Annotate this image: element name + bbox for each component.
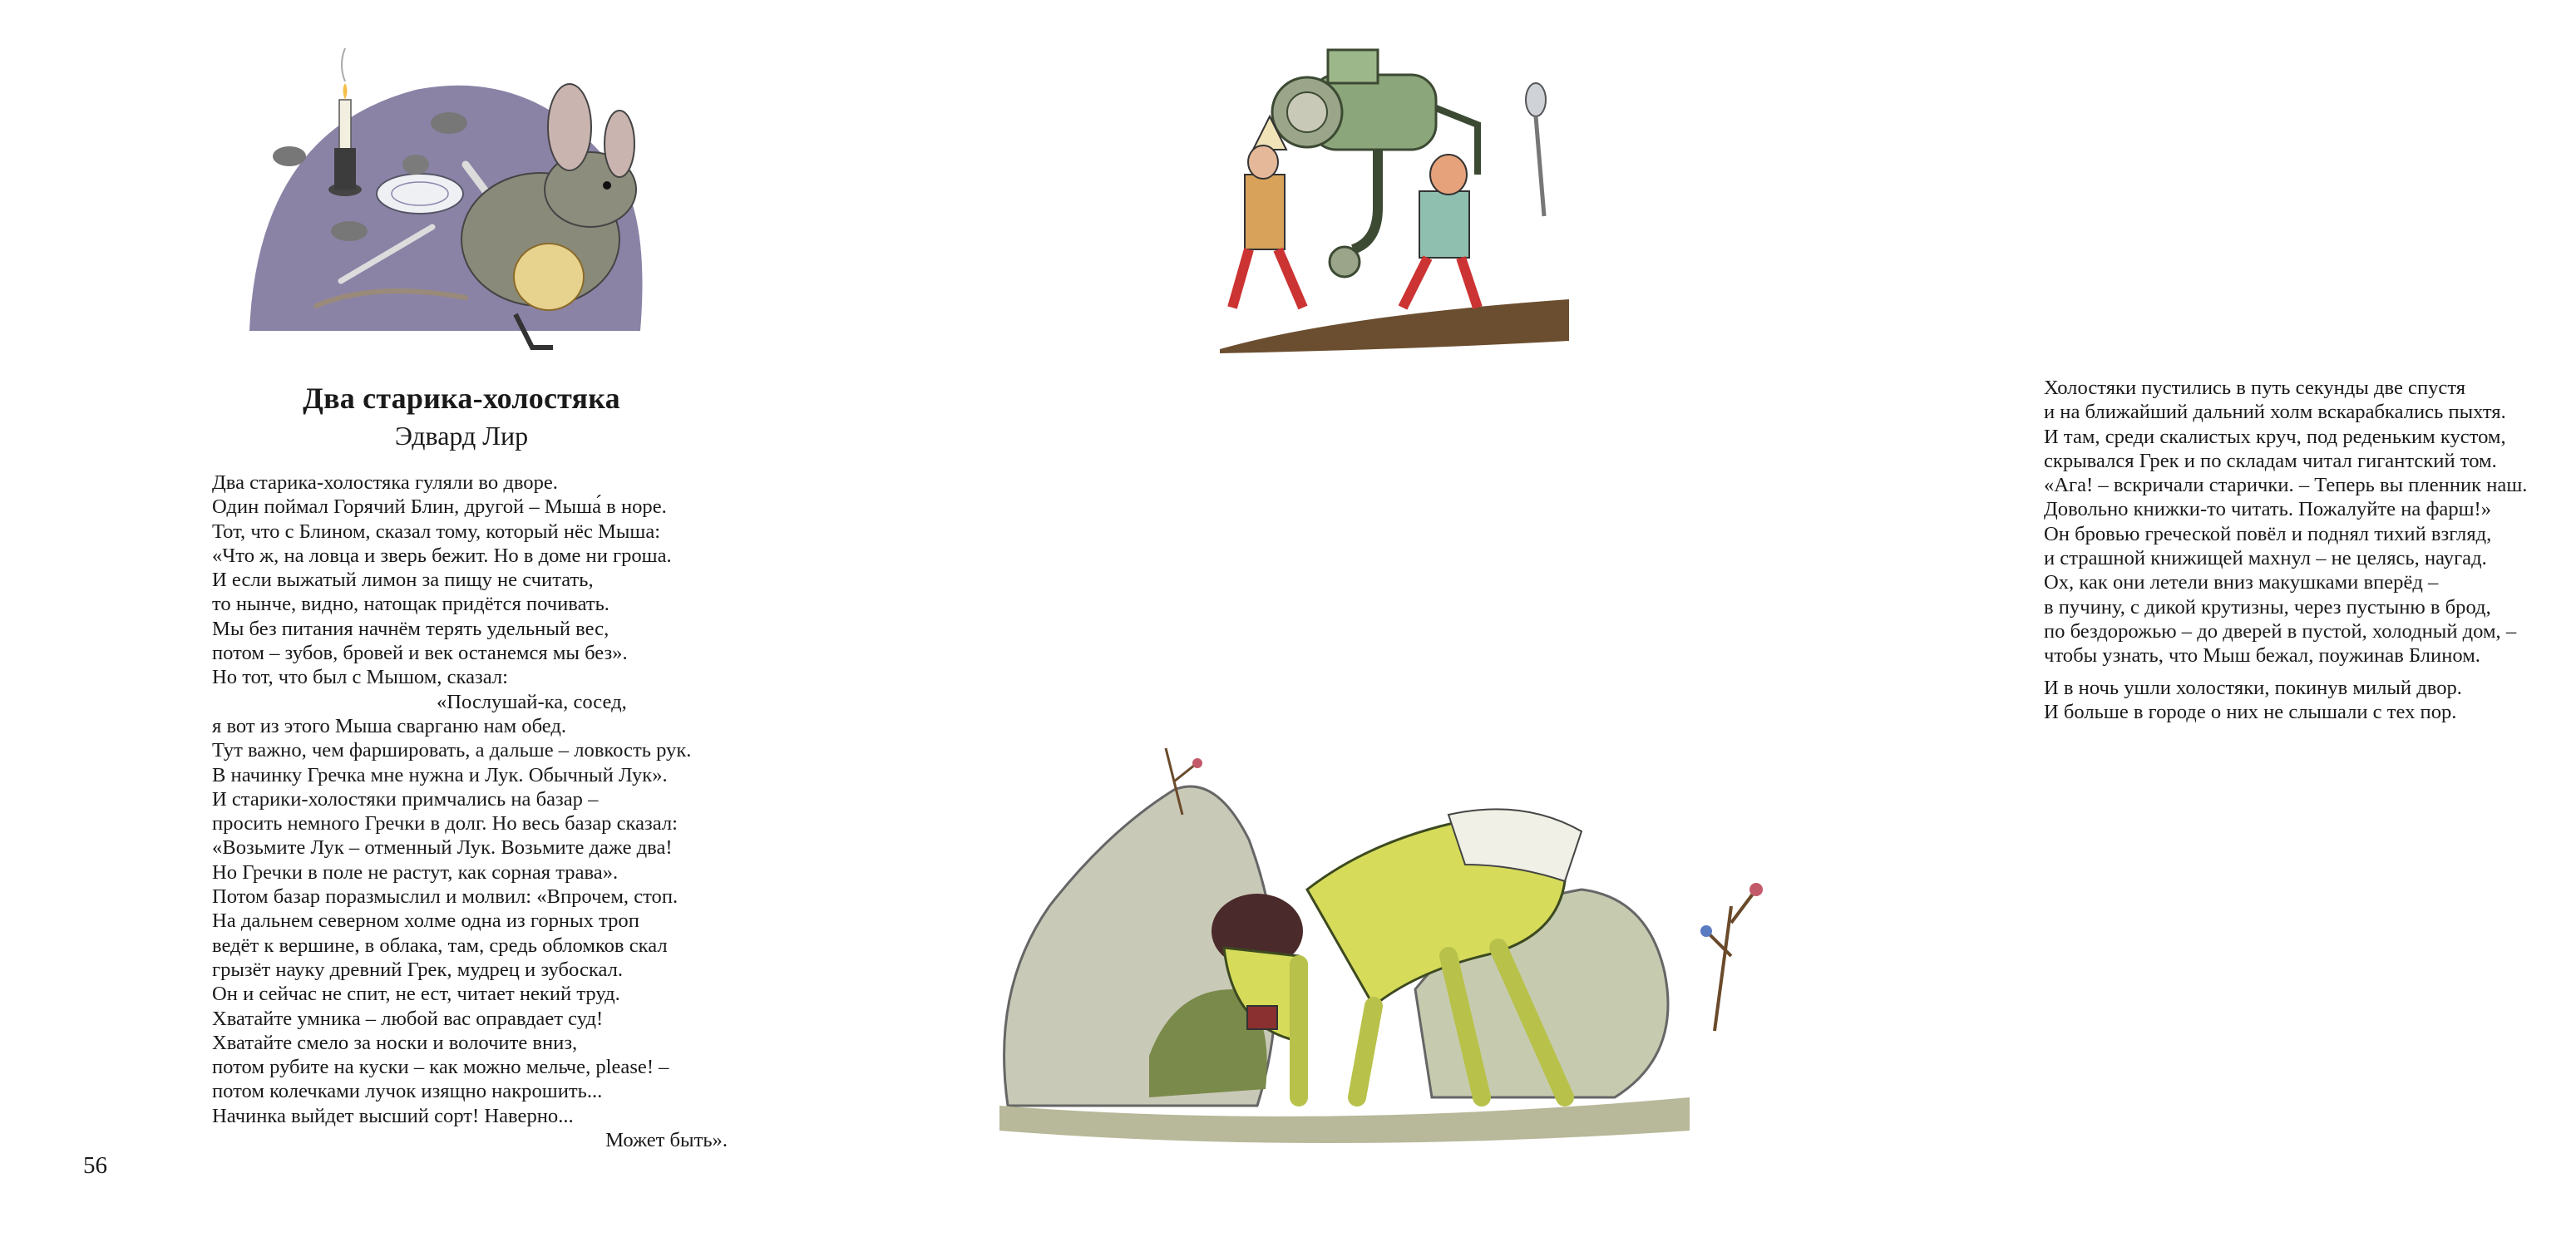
grinder-illustration [1212, 42, 1577, 357]
greek-illustration [983, 740, 1814, 1172]
poem-line: ведёт к вершине, в облака, там, средь обломков скал [212, 934, 668, 957]
poem-line: то нынче, видно, натощак придётся почивать. [212, 593, 609, 616]
poem-line: Мы без питания начнём терять удельный вес, [212, 617, 609, 640]
left-page [0, 0, 925, 1247]
poem-line: потом – зубов, бровей и век останемся мы без». [212, 642, 628, 665]
poem-line: и на ближайший дальний холм вскарабкались пыхтя. [2044, 401, 2506, 424]
poem-line: Он бровью греческой повёл и поднял тихий взгляд, [2044, 522, 2492, 545]
poem-line: в пучину, с дикой крутизны, через пустыню в брод, [2044, 595, 2491, 619]
poem-line: И в ночь ушли холостяки, покинув милый двор. [2044, 676, 2462, 699]
poem-line: и страшной книжищей махнул – не целясь, наугад. [2044, 547, 2487, 570]
poem-line: Хватайте смело за носки и волочите вниз, [212, 1031, 578, 1054]
poem-line: И там, среди скалистых круч, под реденьким кустом, [2044, 425, 2506, 448]
poem-line: грызёт науку древний Грек, мудрец и зубоскал. [212, 958, 623, 981]
poem-line: скрывался Грек и по складам читал гигантский том. [2044, 449, 2497, 472]
poem-line: Может быть». [605, 1129, 728, 1152]
page-number: 56 [83, 1152, 107, 1179]
poem-line: Потом базар поразмыслил и молвил: «Впрочем, стоп. [212, 885, 679, 909]
poem-right-column [2044, 376, 2576, 724]
poem-line: Тот, что с Блином, сказал тому, который нёс Мыша: [212, 520, 661, 543]
poem-line: «Ага! – вскричали старички. – Теперь вы пленник наш. [2044, 474, 2528, 497]
poem-line: Но Гречки в поле не растут, как сорная трава». [212, 860, 619, 884]
poem-line: Он и сейчас не спит, не ест, читает некий труд. [212, 983, 620, 1006]
poem-line: Но тот, что был с Мышом, сказал: [212, 666, 508, 689]
poem-title: Два старика-холостяка [303, 382, 620, 415]
mouse-illustration [241, 40, 657, 397]
poem-line: В начинку Гречка мне нужна и Лук. Обычный Лук». [212, 763, 668, 786]
poem-line: «Послушай-ка, сосед, [437, 690, 627, 713]
poem-line: Хватайте умника – любой вас оправдает суд! [212, 1007, 604, 1030]
poem-line: Ох, как они летели вниз макушками вперёд – [2044, 571, 2439, 594]
poem-author: Эдвард Лир [394, 421, 529, 451]
poem-line: И старики-холостяки примчались на базар – [212, 787, 599, 811]
poem-line: Начинка выйдет высший сорт! Наверно... [212, 1104, 574, 1127]
poem-line: Два старика-холостяка гуляли во дворе. [212, 471, 558, 494]
poem-line: Тут важно, чем фаршировать, а дальше – ловкость рук. [212, 739, 692, 762]
poem-line: я вот из этого Мыша сварганю нам обед. [212, 714, 567, 737]
poem-line: просить немного Гречки в долг. Но весь базар сказал: [212, 812, 678, 835]
poem-line: Довольно книжки-то читать. Пожалуйте на фарш!» [2044, 498, 2492, 521]
poem-line: На дальнем северном холме одна из горных троп [212, 909, 639, 933]
poem-line: потом колечками лучок изящно накрошить... [212, 1080, 603, 1103]
poem-line: по бездорожью – до дверей в пустой, холодный дом, – [2044, 619, 2517, 643]
poem-line: «Возьмите Лук – отменный Лук. Возьмите даже два! [212, 836, 673, 860]
poem-line: потом рубите на куски – как можно мельче, please! – [212, 1056, 669, 1079]
poem-line: «Что ж, на ловца и зверь бежит. Но в доме ни гроша. [212, 544, 672, 567]
poem-line: Холостяки пустились в путь секунды две спустя [2044, 377, 2466, 399]
poem-line: чтобы узнать, что Мыш бежал, поужинав Блином. [2044, 644, 2480, 668]
poem-line: Один поймал Горячий Блин, другой – Мыша́ в норе. [212, 495, 667, 519]
poem-line: И если выжатый лимон за пищу не считать, [212, 569, 594, 592]
poem-line: И больше в городе о них не слышали с тех пор. [2044, 700, 2457, 723]
poem-left-column [212, 471, 728, 1152]
right-page [925, 0, 2528, 1247]
